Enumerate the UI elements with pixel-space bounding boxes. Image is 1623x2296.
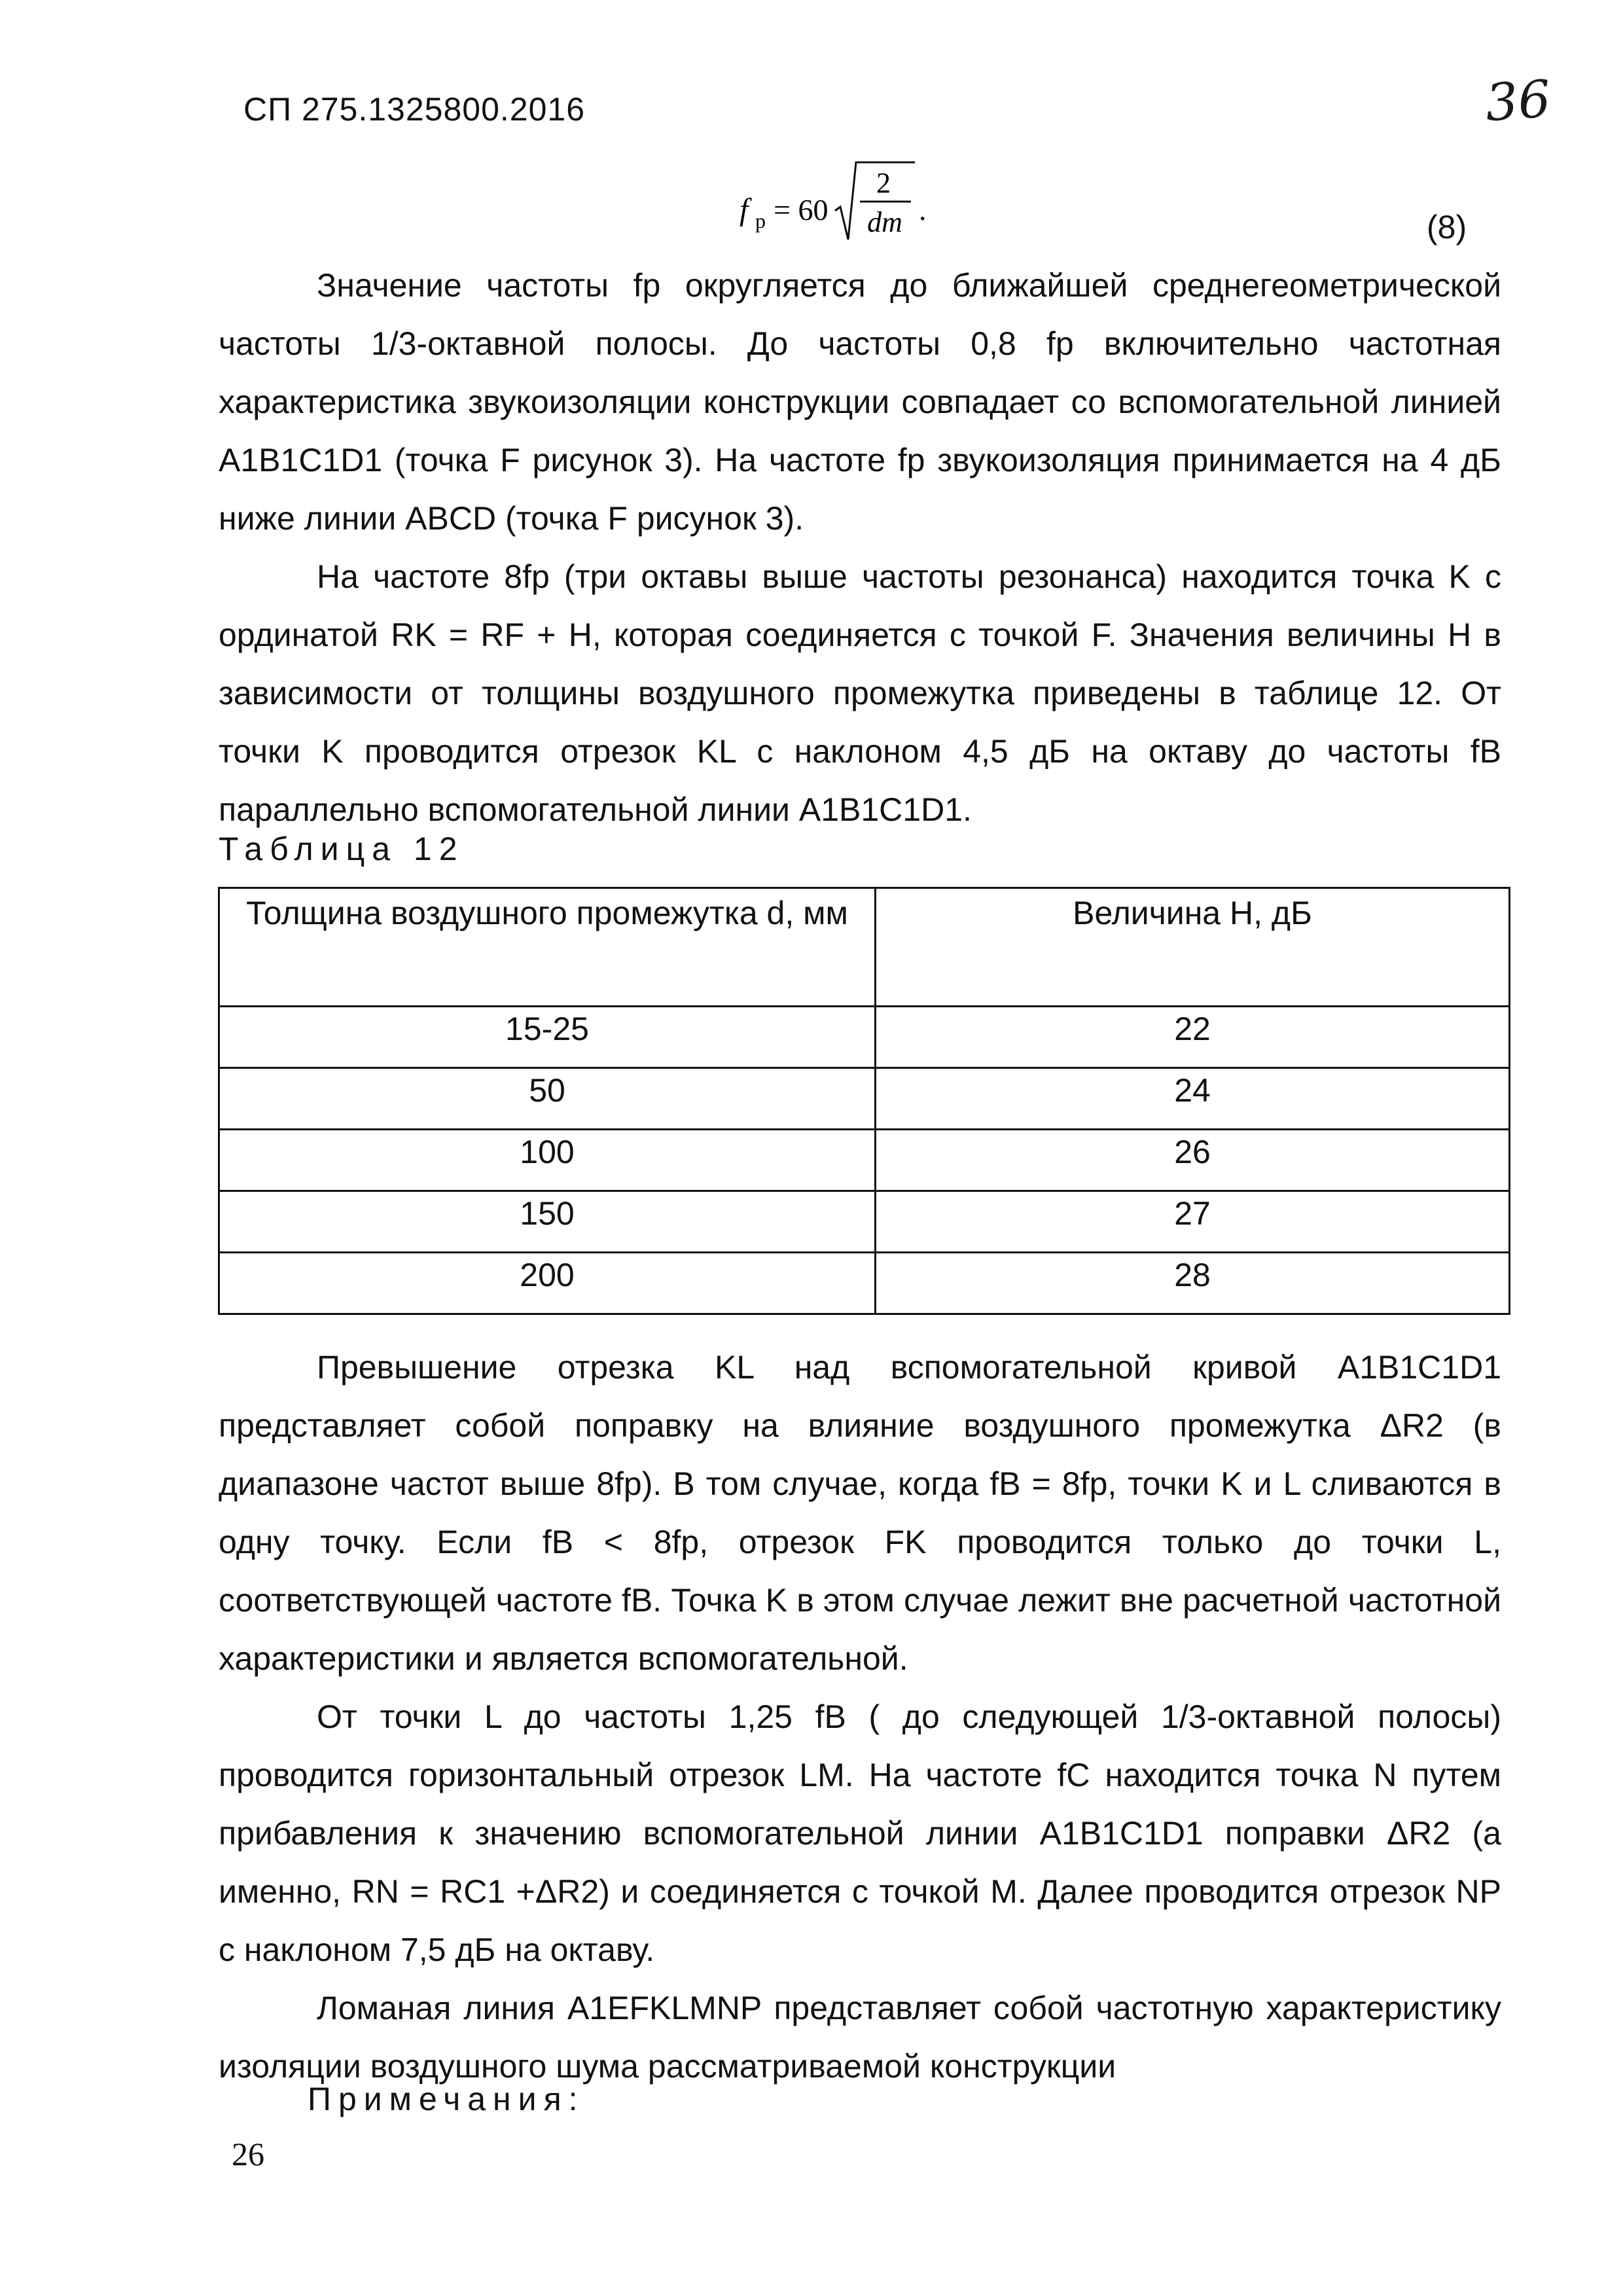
- cell-value-h: 22: [876, 1007, 1510, 1068]
- paragraph-block-1: [219, 257, 1501, 839]
- table-row: [219, 1191, 1510, 1253]
- table-row: [219, 1253, 1510, 1314]
- cell-thickness: 15-25: [219, 1007, 876, 1068]
- air-gap-table: [218, 887, 1510, 1315]
- formula-lhs: f: [740, 192, 749, 227]
- formula-number: (8): [1427, 209, 1467, 245]
- header-value-h: Величина H, дБ: [876, 888, 1510, 1007]
- cell-thickness: 150: [219, 1191, 876, 1253]
- cell-value-h: 26: [876, 1130, 1510, 1191]
- table-header-row: [219, 888, 1510, 1007]
- cell-value-h: 27: [876, 1191, 1510, 1253]
- formula-lhs-subscript: р: [755, 209, 766, 232]
- header-thickness: Толщина воздушного промежутка d, мм: [219, 888, 876, 1007]
- formula-numerator: 2: [876, 167, 891, 199]
- formula-denominator: dm: [867, 206, 902, 238]
- paragraph-2: На частоте 8fр (три октавы выше частоты резонанса) находится точка K с ординатой RK = RF + H, которая соединяется с точкой F. Значения величины H в зависимости от толщины воздушного промежутка приведены в таблице 12. От точки K проводится отрезок KL с наклоном 4,5 дБ на октаву до частоты fB параллельно вспомогательной линии A1B1C1D1.: [219, 558, 1501, 828]
- paragraph-block-2: [219, 1338, 1501, 2096]
- paragraph-1: Значение частоты fр округляется до ближайшей среднегеометрической частоты 1/3-октавной полосы. До частоты 0,8 fр включительно частотная характеристика звукоизоляции конструкции совпадает со вспомогательной линией A1B1C1D1 (точка F рисунок 3). На частоте fр звукоизоляция принимается на 4 дБ ниже линии ABCD (точка F рисунок 3).: [219, 267, 1501, 537]
- paragraph-4: От точки L до частоты 1,25 fB ( до следующей 1/3-октавной полосы) проводится горизонтальный отрезок LM. На частоте fC находится точка N путем прибавления к значению вспомогательной линии A1B1C1D1 поправки ΔR2 (а именно, RN = RC1 +ΔR2) и соединяется с точкой M. Далее проводится отрезок NP с наклоном 7,5 дБ на октаву.: [219, 1698, 1501, 1968]
- page-number: 26: [232, 2136, 264, 2172]
- paragraph-5: Ломаная линия A1EFKLMNP представляет собой частотную характеристику изоляции воздушного шума рассматриваемой конструкции: [219, 1990, 1501, 2085]
- table-row: [219, 1068, 1510, 1130]
- notes-heading: Примечания:: [308, 2081, 585, 2117]
- table-row: [219, 1130, 1510, 1191]
- cell-thickness: 200: [219, 1253, 876, 1314]
- handwritten-page-number: 36: [1483, 69, 1553, 134]
- document-code: СП 275.1325800.2016: [243, 91, 586, 128]
- table-title: Таблица 12: [219, 831, 465, 867]
- paragraph-3: Превышение отрезка KL над вспомогательной кривой A1B1C1D1 представляет собой поправку на влияние воздушного промежутка ΔR2 (в диапазоне частот выше 8fр). В том случае, когда fB = 8fр, точки K и L сливаются в одну точку. Если fB < 8fр, отрезок FK проводится только до точки L, соответствующей частоте fB. Точка K в этом случае лежит вне расчетной частотной характеристики и является вспомогательной.: [219, 1349, 1501, 1677]
- formula-trailing-dot: .: [919, 193, 927, 226]
- formula-8: [740, 154, 936, 253]
- cell-thickness: 50: [219, 1068, 876, 1130]
- cell-thickness: 100: [219, 1130, 876, 1191]
- table-row: [219, 1007, 1510, 1068]
- formula-coefficient: = 60: [774, 193, 829, 226]
- cell-value-h: 28: [876, 1253, 1510, 1314]
- cell-value-h: 24: [876, 1068, 1510, 1130]
